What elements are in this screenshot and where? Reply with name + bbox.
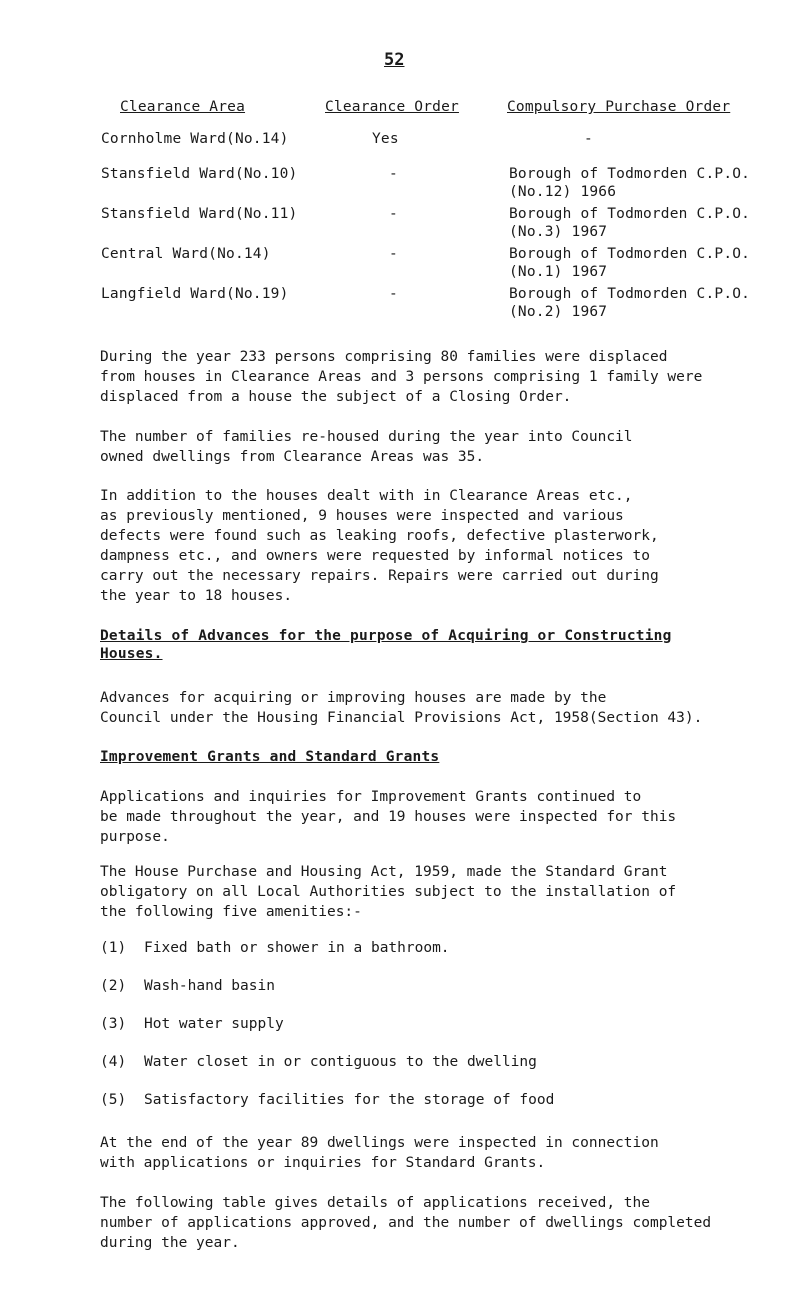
table-row-area: Cornholme Ward(No.14)	[101, 131, 289, 147]
table-row-area: Stansfield Ward(No.10)	[101, 166, 298, 182]
list-item-number: (4)	[100, 1054, 127, 1070]
heading-advances: Details of Advances for the purpose of Acquiring or Constructing	[100, 628, 672, 644]
list-item-text: Hot water supply	[144, 1016, 284, 1032]
table-row-cpo-number: (No.2) 1967	[509, 304, 608, 320]
table-row-cpo-number: (No.1) 1967	[509, 264, 608, 280]
paragraph-rehoused: The number of families re-housed during the year into Council owned dwellings from Clearance Areas was 35.	[100, 429, 633, 465]
list-item-number: (2)	[100, 978, 127, 994]
header-clearance-order: Clearance Order	[325, 99, 459, 115]
paragraph-advances: Advances for acquiring or improving houses are made by the Council under the Housing Financial Provisions Act, 1958(Section 43).	[100, 690, 703, 726]
list-item	[100, 938, 450, 958]
paragraph-standard-grants-inspected: At the end of the year 89 dwellings were inspected in connection with applications or inquiries for Standard Grants.	[100, 1135, 659, 1171]
list-item-text: Fixed bath or shower in a bathroom.	[144, 940, 450, 956]
page-number: 52	[384, 50, 405, 70]
list-item-text: Wash-hand basin	[144, 978, 275, 994]
table-row-order: -	[389, 206, 398, 222]
list-item	[100, 1014, 284, 1034]
table-row-order: -	[389, 286, 398, 302]
table-row-cpo: Borough of Todmorden C.P.O.	[509, 166, 751, 182]
list-item-text: Satisfactory facilities for the storage of food	[144, 1092, 555, 1108]
table-row-area: Central Ward(No.14)	[101, 246, 271, 262]
paragraph-improvement-grants: Applications and inquiries for Improvement Grants continued to be made throughout the year, and 19 houses were inspected for this purpose.	[100, 789, 677, 845]
paragraph-following-table: The following table gives details of applications received, the number of applications approved, and the number of dwellings completed during the year.	[100, 1195, 712, 1251]
list-item-number: (5)	[100, 1092, 127, 1108]
paragraph-standard-grant: The House Purchase and Housing Act, 1959, made the Standard Grant obligatory on all Local Authorities subject to the installation of the following five amenities:-	[100, 864, 677, 920]
table-row-area: Stansfield Ward(No.11)	[101, 206, 298, 222]
table-row-cpo: Borough of Todmorden C.P.O.	[509, 286, 751, 302]
header-compulsory-purchase-order: Compulsory Purchase Order	[507, 99, 731, 115]
heading-grants: Improvement Grants and Standard Grants	[100, 749, 440, 765]
table-row-cpo: Borough of Todmorden C.P.O.	[509, 206, 751, 222]
table-row-order: -	[389, 166, 398, 182]
paragraph-repairs: In addition to the houses dealt with in Clearance Areas etc., as previously mentioned, 9 houses were inspected and various defects were found such as leaking roofs, defective plasterwork, dampness etc., and owners were requested by informal notices to carry out the necessary repairs. Repairs were carried out during the year to 18 houses.	[100, 488, 659, 604]
table-row-cpo: Borough of Todmorden C.P.O.	[509, 246, 751, 262]
paragraph-displaced: During the year 233 persons comprising 80 families were displaced from houses in Clearance Areas and 3 persons comprising 1 family were displaced from a house the subject of a Closing Order.	[100, 349, 703, 405]
heading-advances-cont: Houses.	[100, 646, 163, 662]
list-item-text: Water closet in or contiguous to the dwelling	[144, 1054, 537, 1070]
list-item	[100, 1090, 554, 1110]
header-clearance-area: Clearance Area	[120, 99, 246, 115]
table-row-order: -	[389, 246, 398, 262]
table-row-cpo: -	[584, 131, 593, 147]
table-row-order: Yes	[372, 131, 399, 147]
list-item-number: (1)	[100, 940, 127, 956]
list-item-number: (3)	[100, 1016, 127, 1032]
table-row-area: Langfield Ward(No.19)	[101, 286, 289, 302]
table-row-cpo-number: (No.3) 1967	[509, 224, 608, 240]
list-item	[100, 976, 275, 996]
table-row-cpo-number: (No.12) 1966	[509, 184, 617, 200]
list-item	[100, 1052, 537, 1072]
